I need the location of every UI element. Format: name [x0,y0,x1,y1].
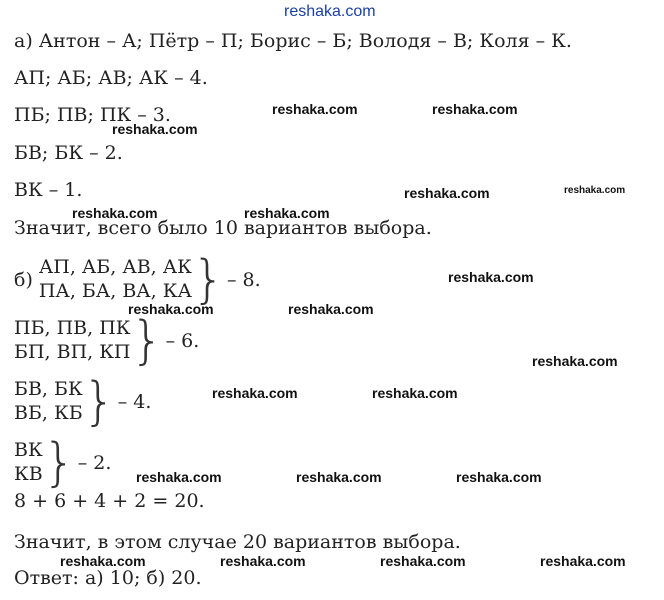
group-count: – 6. [165,330,200,352]
pairs-row-reverse: КВ [14,463,43,485]
watermark: reshaka.com [372,385,458,401]
watermark: reshaka.com [72,205,158,221]
answer-line: Ответ: а) 10; б) 20. [14,567,202,589]
group-count: – 8. [226,269,261,291]
pairs-stack [14,317,131,365]
group-count: – 4. [117,391,152,413]
part-a-line-3: ПБ; ПВ; ПК – 3. [14,104,171,126]
pairs-row-reverse: ПА, БА, ВА, КА [38,280,192,302]
right-brace-icon: } [82,372,116,432]
watermark: reshaka.com [60,553,146,569]
part-b-group-2 [14,311,199,371]
pairs-row-forward: ВК [14,439,43,462]
watermark: reshaka.com [112,121,198,137]
part-a-line-2: АП; АБ; АВ; АК – 4. [14,67,208,89]
pairs-row-reverse: БП, ВП, КП [14,341,131,363]
watermark: reshaka.com [244,205,330,221]
right-brace-icon: } [191,250,225,310]
part-b-prefix: б) [14,269,33,291]
watermark: reshaka.com [404,185,490,201]
part-a-line-5: ВК – 1. [14,179,83,201]
part-b-conclusion: Значит, в этом случае 20 вариантов выбора. [14,531,461,553]
part-b-group-4 [14,433,111,493]
pairs-stack [39,256,192,304]
pairs-row-forward: БВ, БК [14,378,83,401]
part-b-group-3 [14,372,151,432]
part-a-line-4: БВ; БК – 2. [14,142,123,164]
pairs-row-reverse: ВБ, КБ [14,402,83,424]
part-a-conclusion: Значит, всего было 10 вариантов выбора. [14,217,432,239]
part-a-line-1: а) Антон – А; Пётр – П; Борис – Б; Володя – В; Коля – К. [14,30,572,52]
watermark: reshaka.com [212,385,298,401]
watermark: reshaka.com [288,301,374,317]
pairs-row-forward: ПБ, ПВ, ПК [14,317,131,340]
watermark: reshaka.com [128,301,214,317]
watermark: reshaka.com [448,269,534,285]
right-brace-icon: } [130,311,164,371]
watermark: reshaka.com [296,469,382,485]
watermark: reshaka.com [220,553,306,569]
group-count: – 2. [77,452,112,474]
watermark: reshaka.com [272,101,358,117]
watermark: reshaka.com [456,469,542,485]
pairs-stack [14,378,83,426]
part-b-sum: 8 + 6 + 4 + 2 = 20. [14,490,205,512]
watermark: reshaka.com [432,101,518,117]
watermark: reshaka.com [540,553,626,569]
watermark: reshaka.com [136,469,222,485]
watermark-top: reshaka.com [284,3,376,20]
watermark: reshaka.com [532,353,618,369]
pairs-row-forward: АП, АБ, АВ, АК [38,256,192,279]
pairs-stack [14,439,43,487]
watermark: reshaka.com [564,185,626,196]
watermark: reshaka.com [380,553,466,569]
right-brace-icon: } [42,433,76,493]
